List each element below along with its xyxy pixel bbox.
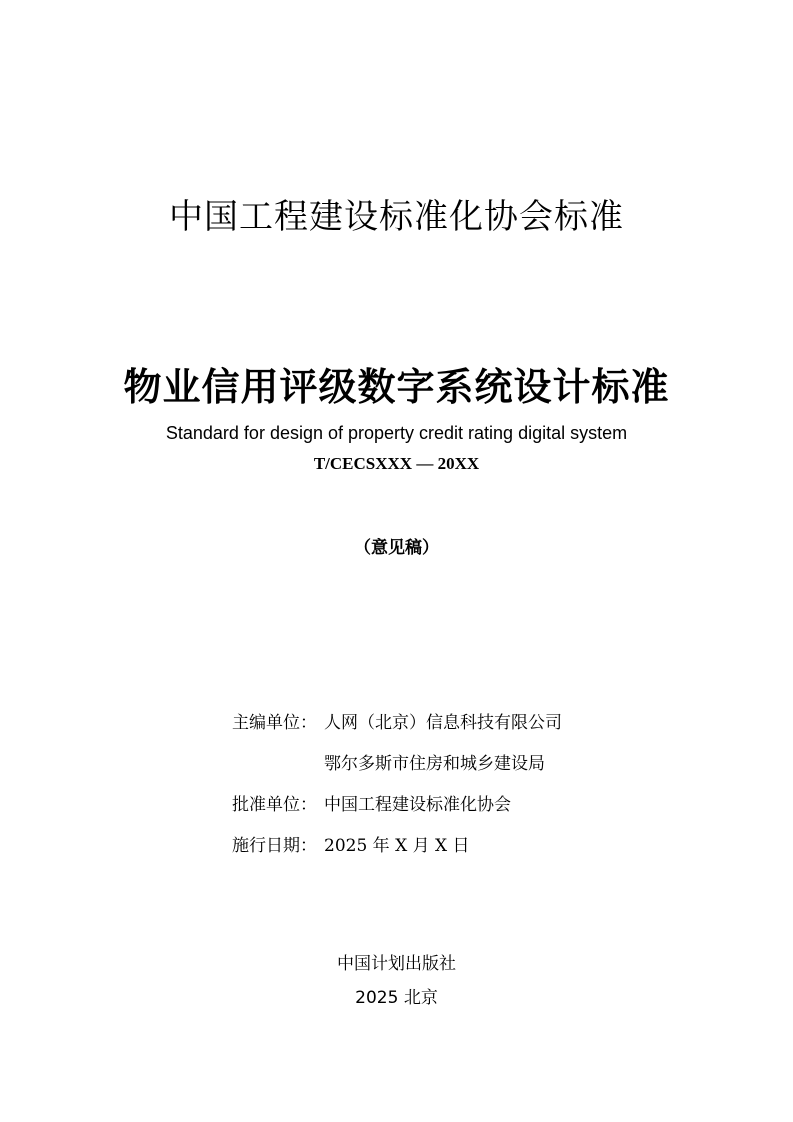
- publisher-name: 中国计划出版社: [337, 954, 456, 974]
- effective-date-row: [232, 823, 562, 864]
- document-title: 物业信用评级数字系统设计标准: [123, 365, 670, 409]
- info-block: [232, 700, 562, 864]
- approver-value: 中国工程建设标准化协会: [324, 795, 511, 815]
- editor-row-secondary: [232, 741, 562, 782]
- editor-label: 主编单位：: [232, 713, 317, 733]
- editor-primary: 人网（北京）信息科技有限公司: [324, 713, 562, 733]
- editor-secondary: 鄂尔多斯市住房和城乡建设局: [324, 754, 545, 774]
- standard-code: T/CECSXXX — 20XX: [313, 454, 480, 473]
- effective-date-label: 施行日期：: [232, 836, 317, 856]
- effective-date-value: 2025 年 X 月 X 日: [324, 836, 470, 856]
- approver-label: 批准单位：: [232, 795, 317, 815]
- draft-status: （意见稿）: [354, 538, 439, 558]
- approver-row: [232, 782, 562, 823]
- editor-row: [232, 700, 562, 741]
- document-english-title: Standard for design of property credit rating digital system: [165, 423, 628, 443]
- organization-title: 中国工程建设标准化协会标准: [169, 197, 624, 237]
- publication-year-city: 2025 北京: [355, 988, 438, 1008]
